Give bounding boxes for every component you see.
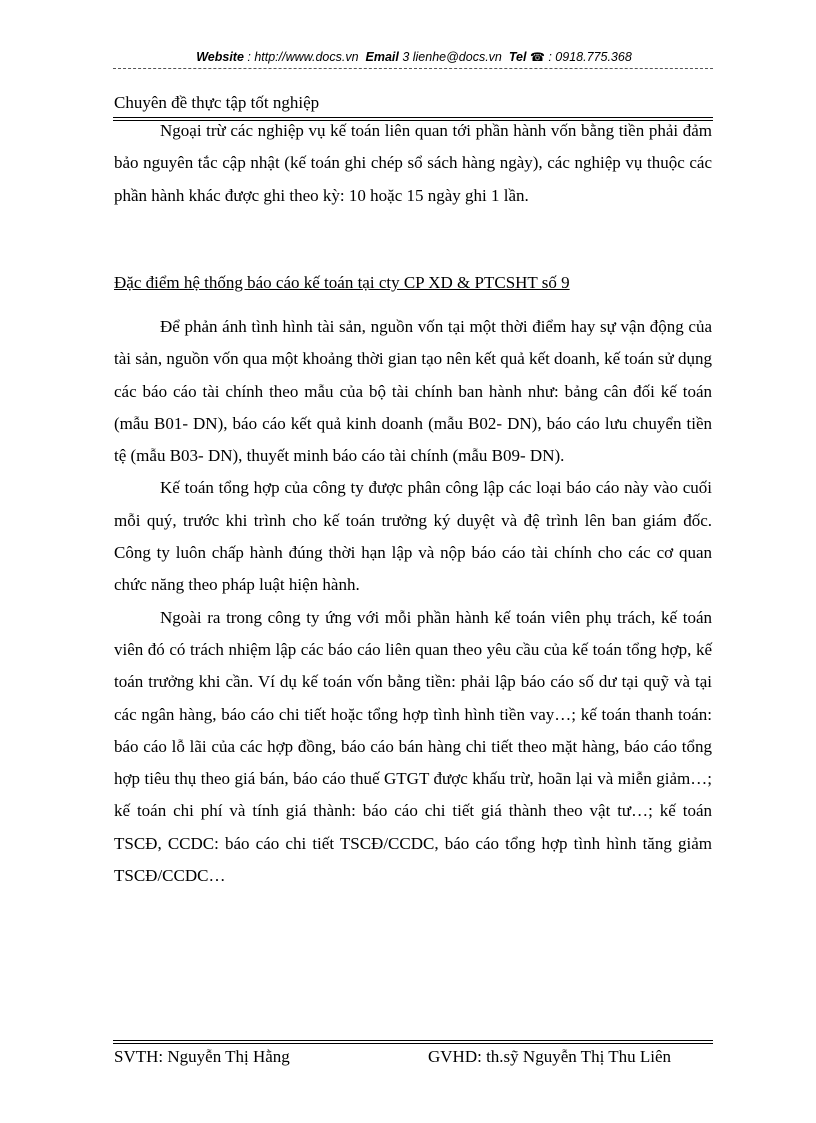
email-value[interactable]: 3 lienhe@docs.vn: [398, 50, 502, 64]
document-title: Chuyên đề thực tập tốt nghiệp: [114, 93, 320, 112]
section-heading: Đặc điểm hệ thống báo cáo kế toán tại cty CP XD & PTCSHT số 9: [114, 273, 570, 292]
website-url[interactable]: http://www.docs.vn: [254, 50, 359, 64]
tel-value: : 0918.775.368: [544, 50, 632, 64]
tel-label: Tel: [508, 50, 527, 64]
header-divider: [113, 68, 713, 69]
paragraph-1: Ngoại trừ các nghiệp vụ kế toán liên quan tới phần hành vốn bằng tiền phải đảm bảo nguyên tắc cập nhật (kế toán ghi chép sổ sách hàng ngày), các nghiệp vụ thuộc các phần hành khác được ghi theo kỳ: 10 hoặc 15 ngày ghi 1 lần.: [114, 121, 712, 205]
website-header: [115, 50, 713, 64]
footer-double-rule: [113, 1040, 713, 1044]
paragraph: Kế toán tổng hợp của công ty được phân công lập các loại báo cáo này vào cuối mỗi quý, trước khi trình cho kế toán trưởng ký duyệt và đệ trình lên ban giám đốc. Công ty luôn chấp hành đúng thời hạn lập và nộp báo cáo tài chính cho các cơ quan chức năng theo pháp luật hiện hành.: [114, 478, 712, 595]
website-label: Website: [196, 50, 244, 64]
paragraph: Để phản ánh tình hình tài sản, nguồn vốn tại một thời điểm hay sự vận động của tài sản, nguồn vốn qua một khoảng thời gian tạo nên kết quả kết doanh, kế toán sử dụng các báo cáo tài chính theo mẫu của bộ tài chính ban hành như: bảng cân đối kế toán (mẫu B01- DN), báo cáo kết quả kinh doanh (mẫu B02- DN), báo cáo lưu chuyển tiền tệ (mẫu B03- DN), thuyết minh báo cáo tài chính (mẫu B09- DN).: [114, 317, 712, 466]
email-label: Email: [365, 50, 399, 64]
footer-advisor: GVHD: th.sỹ Nguyễn Thị Thu Liên: [428, 1047, 672, 1066]
website-separator: :: [243, 50, 255, 64]
phone-icon: ☎: [529, 50, 545, 64]
paragraph: Ngoài ra trong công ty ứng với mỗi phần hành kế toán viên phụ trách, kế toán viên đó có trách nhiệm lập các báo cáo liên quan theo yêu cầu của kế toán tổng hợp, kế toán trưởng khi cần. Ví dụ kế toán vốn bằng tiền: phải lập báo cáo số dư tại quỹ và tại các ngân hàng, báo cáo chi tiết hoặc tổng hợp tình hình tiền vay…; kế toán thanh toán: báo cáo lỗ lãi của các hợp đồng, báo cáo bán hàng chi tiết theo mặt hàng, báo cáo tổng hợp tiêu thụ theo giá bán, báo cáo thuế GTGT được khấu trừ, hoãn lại và miễn giảm…; kế toán chi phí và tính giá thành: báo cáo chi tiết giá thành theo vật tư…; kế toán TSCĐ, CCDC: báo cáo chi tiết TSCĐ/CCDC, báo cáo tổng hợp tình hình tăng giảm TSCĐ/CCDC…: [114, 607, 712, 886]
report-section: [114, 311, 712, 892]
footer-student: SVTH: Nguyễn Thị Hằng: [114, 1047, 290, 1066]
intro-section: [114, 115, 712, 212]
